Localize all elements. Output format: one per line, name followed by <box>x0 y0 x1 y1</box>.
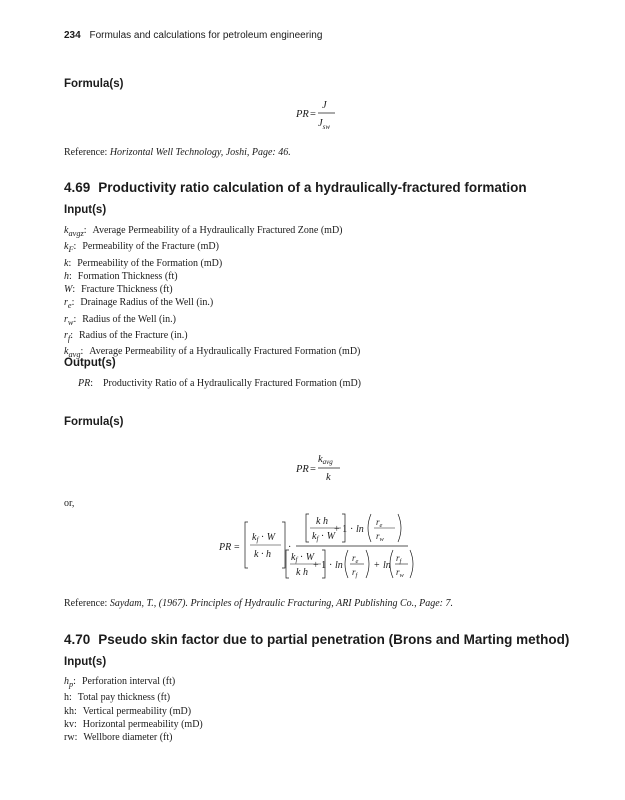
svg-text:re: $r_e$ <box>376 517 383 529</box>
or-text: or, <box>64 498 75 509</box>
input-item: W: Fracture Thickness (ft) <box>64 284 173 296</box>
svg-text:+ 1: + 1 <box>334 524 348 535</box>
svg-text:ln: ln <box>335 560 343 571</box>
svg-text:·: · <box>288 542 292 553</box>
svg-text:=: = <box>234 542 240 553</box>
equals-sign: = <box>310 464 316 475</box>
svg-text:rw: $r_w$ <box>376 531 384 543</box>
formula-numerator: J <box>322 100 327 111</box>
formula1-numerator: kavg <box>318 454 333 466</box>
reference-saydam: Reference: Saydam, T., (1967). Principles of Hydraulic Fracturing, ARI Publishing Co., Page: 7. <box>64 598 454 609</box>
equals-sign: = <box>310 109 316 120</box>
svg-text:·: · <box>350 524 354 535</box>
input-item: h: Total pay thickness (ft) <box>64 692 171 704</box>
svg-text:+ 1: + 1 <box>313 560 327 571</box>
input-item: k: Permeability of the Formation (mD) <box>64 257 223 269</box>
section-heading-4-70: 4.70 Pseudo skin factor due to partial penetration (Brons and Marting method) <box>64 632 570 647</box>
formula-heading-4-69: Formula(s) <box>64 416 124 428</box>
formula1-denominator: k <box>326 472 331 483</box>
book-title: Formulas and calculations for petroleum engineering <box>89 30 323 41</box>
formula-heading-top: Formula(s) <box>64 78 124 90</box>
input-list-4-70 <box>64 675 203 744</box>
svg-text:k h: k h <box>296 567 308 578</box>
input-item: $r_w$: Radius of the Well (in.) <box>64 313 176 327</box>
outputs-heading-4-69: Output(s) <box>64 357 116 369</box>
output-item: PR: Productivity Ratio of a Hydraulically Fractured Formation (mD) <box>78 378 361 389</box>
input-item: $k_{avg}$: Average Permeability of a Hydraulically Fractured Formation (mD) <box>64 346 361 360</box>
inputs-heading-4-70: Input(s) <box>64 656 107 668</box>
svg-text:kf · W: $k_f \cdot W$ <box>312 531 336 543</box>
input-item: $r_f$: Radius of the Fracture (in.) <box>64 330 188 344</box>
svg-text:+: + <box>374 560 380 571</box>
section-heading-4-69: 4.69 Productivity ratio calculation of a hydraulically-fractured formation <box>64 180 527 195</box>
reference-joshi: Reference: Horizontal Well Technology, Joshi, Page: 46. <box>64 147 291 158</box>
svg-text:re: $r_e$ <box>352 553 359 565</box>
input-item: $h_p$: Perforation interval (ft) <box>64 676 176 689</box>
svg-text:k · h: k · h <box>254 549 271 560</box>
input-item: $r_e$: Drainage Radius of the Well (in.) <box>64 297 214 311</box>
svg-text:PR: PR <box>219 542 232 553</box>
svg-text:kf · W: $k_f \cdot W$ <box>291 552 315 564</box>
svg-text:kf · W: $k_f \cdot W$ <box>252 532 276 544</box>
svg-text:rf: $r_f$ <box>352 567 358 579</box>
svg-text:·: · <box>329 560 333 571</box>
input-item: kv: Horizontal permeability (mD) <box>64 718 203 730</box>
complex-formula-body <box>218 514 413 579</box>
svg-text:k h: k h <box>316 516 328 527</box>
svg-text:rw: $r_w$ <box>396 567 404 579</box>
formula-denominator: $J_{sw}$ <box>318 118 331 131</box>
inputs-heading-4-69: Input(s) <box>64 204 107 216</box>
svg-text:ln: ln <box>356 524 364 535</box>
svg-text:ln: ln <box>383 560 391 571</box>
input-item: h: Formation Thickness (ft) <box>64 270 178 282</box>
formula-lhs: PR <box>296 109 309 120</box>
input-item: kh: Vertical permeability (mD) <box>64 705 192 717</box>
input-item: rw: Wellbore diameter (ft) <box>64 732 173 744</box>
formula1-lhs: PR <box>296 464 309 475</box>
input-item: $k_{avgz}$: Average Permeability of a Hydraulically Fractured Zone (mD) <box>64 225 343 238</box>
svg-text:rf: $r_f$ <box>396 553 402 565</box>
page-number: 234 <box>64 30 81 41</box>
input-item: $k_F$: Permeability of the Fracture (mD) <box>64 241 219 255</box>
